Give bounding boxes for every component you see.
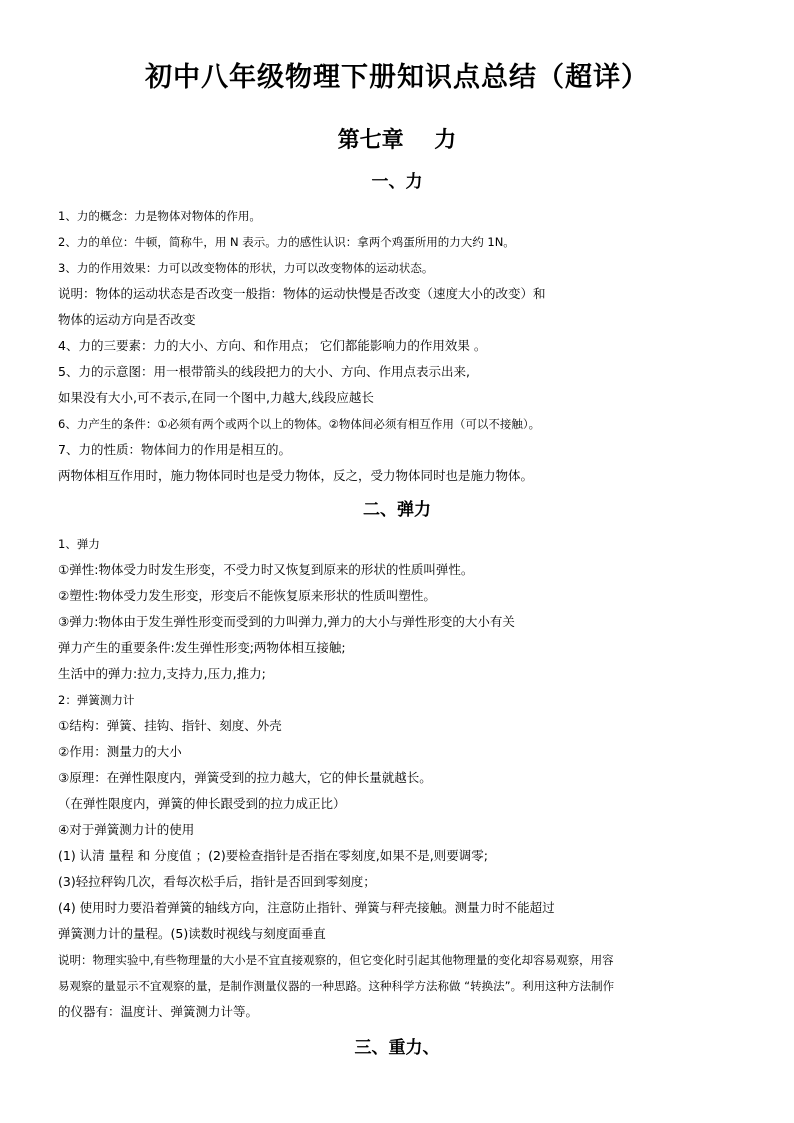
paragraph-line: ①结构：弹簧、挂钩、指针、刻度、外壳	[58, 718, 282, 733]
paragraph-line: (1) 认清 量程 和 分度值 ；(2)要检查指针是否指在零刻度,如果不是,则要调零;	[58, 848, 488, 863]
paragraph-line: 1、力的概念：力是物体对物体的作用。	[58, 209, 261, 223]
paragraph-line: 2、力的单位：牛顿，简称牛，用 N 表示。力的感性认识：拿两个鸡蛋所用的力大约 1N。	[58, 235, 515, 249]
paragraph-line: 说明：物理实验中,有些物理量的大小是不宜直接观察的，但它变化时引起其他物理量的变化却容易观察，用容	[58, 953, 614, 967]
paragraph-line: ④对于弹簧测力计的使用	[58, 822, 195, 837]
paragraph-line: 物体的运动方向是否改变	[58, 312, 196, 327]
paragraph-line: ①弹性:物体受力时发生形变，不受力时又恢复到原来的形状的性质叫弹性。	[58, 562, 474, 577]
paragraph-line: 两物体相互作用时，施力物体同时也是受力物体，反之，受力物体同时也是施力物体。	[58, 468, 534, 483]
section-heading-elastic-force: 二、弹力	[363, 500, 431, 520]
paragraph-line: ②塑性:物体受力发生形变，形变后不能恢复原来形状的性质叫塑性。	[58, 588, 436, 603]
paragraph-line: 如果没有大小,可不表示,在同一个图中,力越大,线段应越长	[58, 390, 374, 405]
paragraph-line: 生活中的弹力:拉力,支持力,压力,推力;	[58, 666, 266, 681]
paragraph-line: 弹力产生的重要条件:发生弹性形变;两物体相互接触;	[58, 640, 346, 655]
paragraph-line: 6、力产生的条件：①必须有两个或两个以上的物体。②物体间必须有相互作用（可以不接触）。	[58, 417, 541, 431]
paragraph-line: （在弹性限度内，弹簧的伸长跟受到的拉力成正比）	[58, 796, 346, 811]
paragraph-line: 3、力的作用效果：力可以改变物体的形状，力可以改变物体的运动状态。	[58, 261, 434, 275]
chapter-heading: 第七章 力	[337, 127, 457, 153]
paragraph-line: ②作用：测量力的大小	[58, 744, 182, 759]
paragraph-line: 1、弹力	[58, 537, 100, 551]
section-heading-gravity: 三、重力、	[354, 1038, 440, 1058]
paragraph-line: 4、力的三要素：力的大小、方向、和作用点； 它们都能影响力的作用效果 。	[58, 338, 487, 353]
paragraph-line: (4) 使用时力要沿着弹簧的轴线方向，注意防止指针、弹簧与秤壳接触。测量力时不能超过	[58, 900, 555, 915]
paragraph-line: 2：弹簧测力计	[58, 693, 135, 707]
paragraph-line: 的仪器有：温度计、弹簧测力计等。	[58, 1004, 259, 1019]
section-heading-force: 一、力	[371, 172, 423, 192]
paragraph-line: (3)轻拉秤钩几次，看每次松手后，指针是否回到零刻度；	[58, 874, 376, 889]
paragraph-line: 说明：物体的运动状态是否改变一般指：物体的运动快慢是否改变（速度大小的改变）和	[58, 286, 546, 301]
paragraph-line: 易观察的量显示不宜观察的量，是制作测量仪器的一种思路。这种科学方法称做 “转换法”。利用这种方法制作	[58, 979, 615, 993]
paragraph-line: 7、力的性质：物体间力的作用是相互的。	[58, 442, 291, 457]
paragraph-line: ③原理：在弹性限度内，弹簧受到的拉力越大，它的伸长量就越长。	[58, 770, 432, 785]
paragraph-line: 5、力的示意图：用一根带箭头的线段把力的大小、方向、作用点表示出来,	[58, 364, 470, 379]
document-title: 初中八年级物理下册知识点总结（超详）	[145, 62, 649, 93]
paragraph-line: ③弹力:物体由于发生弹性形变而受到的力叫弹力,弹力的大小与弹性形变的大小有关	[58, 614, 515, 629]
paragraph-line: 弹簧测力计的量程。(5)读数时视线与刻度面垂直	[58, 926, 326, 941]
